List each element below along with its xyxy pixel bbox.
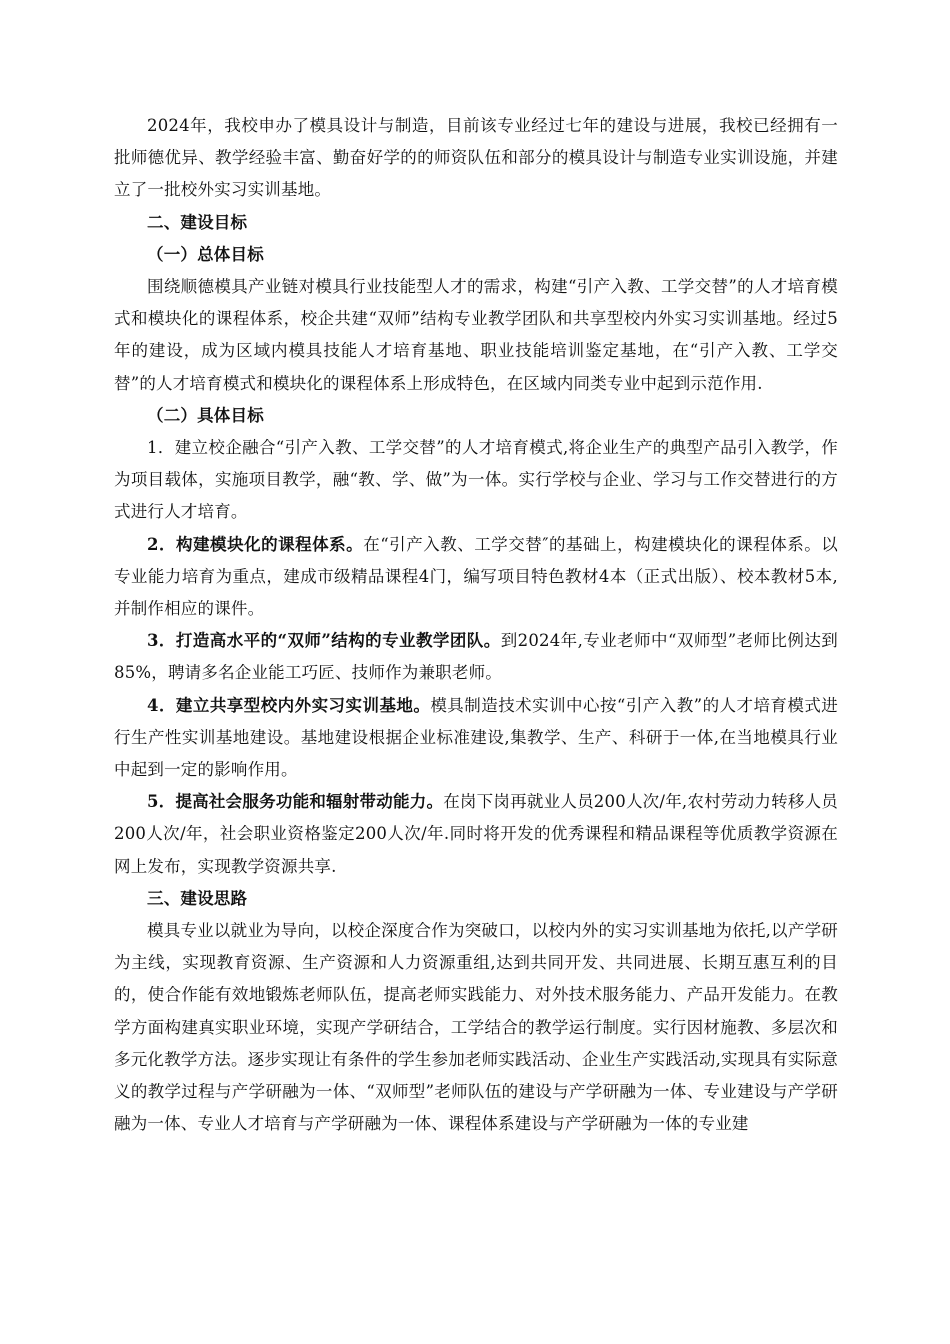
goal-item-4-body: 模具制造技术实训中心按“引产入教”的人才培育模式进行生产性实训基地建设。基地建设根据企业标准建设,集教学、生产、科研于一体,在当地模具行业中起到一定的影响作用。 xyxy=(114,695,838,780)
goal-item-5-body: 在岗下岗再就业人员200人次/年,农村劳动力转移人员200人次/年，社会职业资格鉴定200人次/年.同时将开发的优秀课程和精品课程等优质教学资源在网上发布，实现教学资源共享. xyxy=(114,792,838,876)
approach-paragraph: 模具专业以就业为导向，以校企深度合作为突破口，以校内外的实习实训基地为依托,以产学研为主线，实现教育资源、生产资源和人力资源重组,达到共同开发、共同进展、长期互惠互利的目的，使合作能有效地锻炼老师队伍，提高老师实践能力、对外技术服务能力、产品开发能力。在教学方面构建真实职业环境，实现产学研结合，工学结合的教学运行制度。实行因材施教、多层次和多元化教学方法。逐步实现让有条件的学生参加老师实践活动、企业生产实践活动,实现具有实际意义的教学过程与产学研融为一体、“双师型”老师队伍的建设与产学研融为一体、专业建设与产学研融为一体、专业人才培育与产学研融为一体、课程体系建设与产学研融为一体的专业建 xyxy=(114,921,838,1134)
goal-item-2 xyxy=(114,529,838,626)
goal-item-3-lead: 3．打造高水平的“双师”结构的专业教学团队。 xyxy=(147,631,501,651)
subsection-heading-specific: （二）具体目标 xyxy=(147,405,264,425)
goal-item-3-body: 到2024年,专业老师中“双师型”老师比例达到85%，聘请多名企业能工巧匠、技师作为兼职老师。 xyxy=(114,631,838,683)
overall-goal-paragraph: 围绕顺德模具产业链对模具行业技能型人才的需求，构建“引产入教、工学交替”的人才培育模式和模块化的课程体系，校企共建“双师”结构专业教学团队和共享型校内外实习实训基地。经过5年的建设，成为区域内模具技能人才培育基地、职业技能培训鉴定基地，在“引产入教、工学交替”的人才培育模式和模块化的课程体系上形成特色，在区域内同类专业中起到示范作用. xyxy=(114,277,838,393)
section-heading-approach: 三、建设思路 xyxy=(147,888,248,908)
goal-item-2-body: 在“引产入教、工学交替″的基础上，构建模块化的课程体系。以专业能力培育为重点，建成市级精品课程4门，编写项目特色教材4本（正式出版）、校本教材5本,并制作相应的课件。 xyxy=(114,534,838,619)
goal-item-4-lead: 4．建立共享型校内外实习实训基地。 xyxy=(147,695,431,715)
goal-item-1: 1．建立校企融合“引产入教、工学交替”的人才培育模式,将企业生产的典型产品引入教学，作为项目载体，实施项目教学，融“教、学、做”为一体。实行学校与企业、学习与工作交替进行的方式进行人才培育。 xyxy=(114,438,838,522)
goal-item-2-lead: 2．构建模块化的课程体系。 xyxy=(147,534,364,554)
subsection-heading-overall: （一）总体目标 xyxy=(147,244,264,264)
goal-item-5-lead: 5．提高社会服务功能和辐射带动能力。 xyxy=(147,792,444,812)
goal-item-5 xyxy=(114,786,838,883)
section-heading-goals: 二、建设目标 xyxy=(147,212,248,232)
intro-paragraph: 2024年，我校申办了模具设计与制造，目前该专业经过七年的建设与进展，我校已经拥有一批师德优异、教学经验丰富、勤奋好学的的师资队伍和部分的模具设计与制造专业实训设施，并建立了一批校外实习实训基地。 xyxy=(114,116,838,200)
document-body xyxy=(114,110,838,1141)
goal-item-3 xyxy=(114,625,838,689)
goal-item-4 xyxy=(114,690,838,787)
